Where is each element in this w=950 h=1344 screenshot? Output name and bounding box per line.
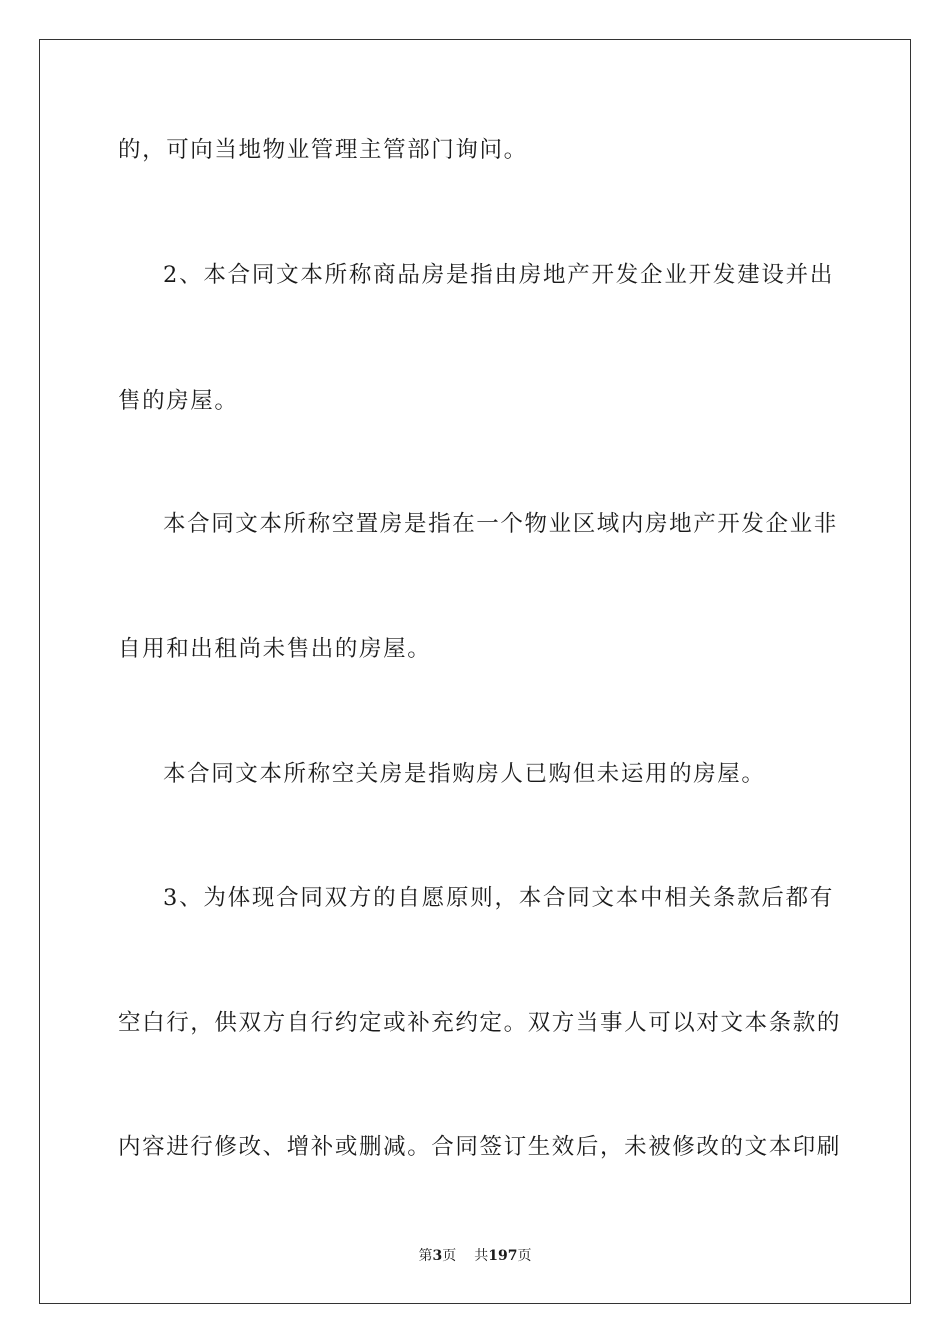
text-line: 本合同文本所称空置房是指在一个物业区域内房地产开发企业非 bbox=[163, 511, 838, 537]
text-line: 3、为体现合同双方的自愿原则，本合同文本中相关条款后都有 bbox=[163, 885, 834, 911]
text-line: 2、本合同文本所称商品房是指由房地产开发企业开发建设并出 bbox=[163, 262, 834, 288]
text-line: 本合同文本所称空关房是指购房人已购但未运用的房屋。 bbox=[163, 761, 766, 787]
text-line: 售的房屋。 bbox=[118, 388, 239, 414]
page-number-suffix: 页 bbox=[442, 1248, 457, 1264]
total-pages-prefix: 共 bbox=[474, 1248, 489, 1264]
text-line: 内容进行修改、增补或删减。合同签订生效后，未被修改的文本印刷 bbox=[118, 1134, 842, 1160]
text-line: 空白行，供双方自行约定或补充约定。双方当事人可以对文本条款的 bbox=[118, 1010, 842, 1036]
page-footer bbox=[0, 1247, 950, 1265]
total-pages: 197 bbox=[488, 1248, 518, 1264]
text-line: 的，可向当地物业管理主管部门询问。 bbox=[118, 137, 528, 163]
text-line: 自用和出租尚未售出的房屋。 bbox=[118, 636, 432, 662]
page-number-prefix: 第 bbox=[418, 1248, 433, 1264]
total-pages-suffix: 页 bbox=[517, 1248, 532, 1264]
page-border bbox=[39, 39, 911, 1304]
page-number: 3 bbox=[432, 1248, 443, 1264]
